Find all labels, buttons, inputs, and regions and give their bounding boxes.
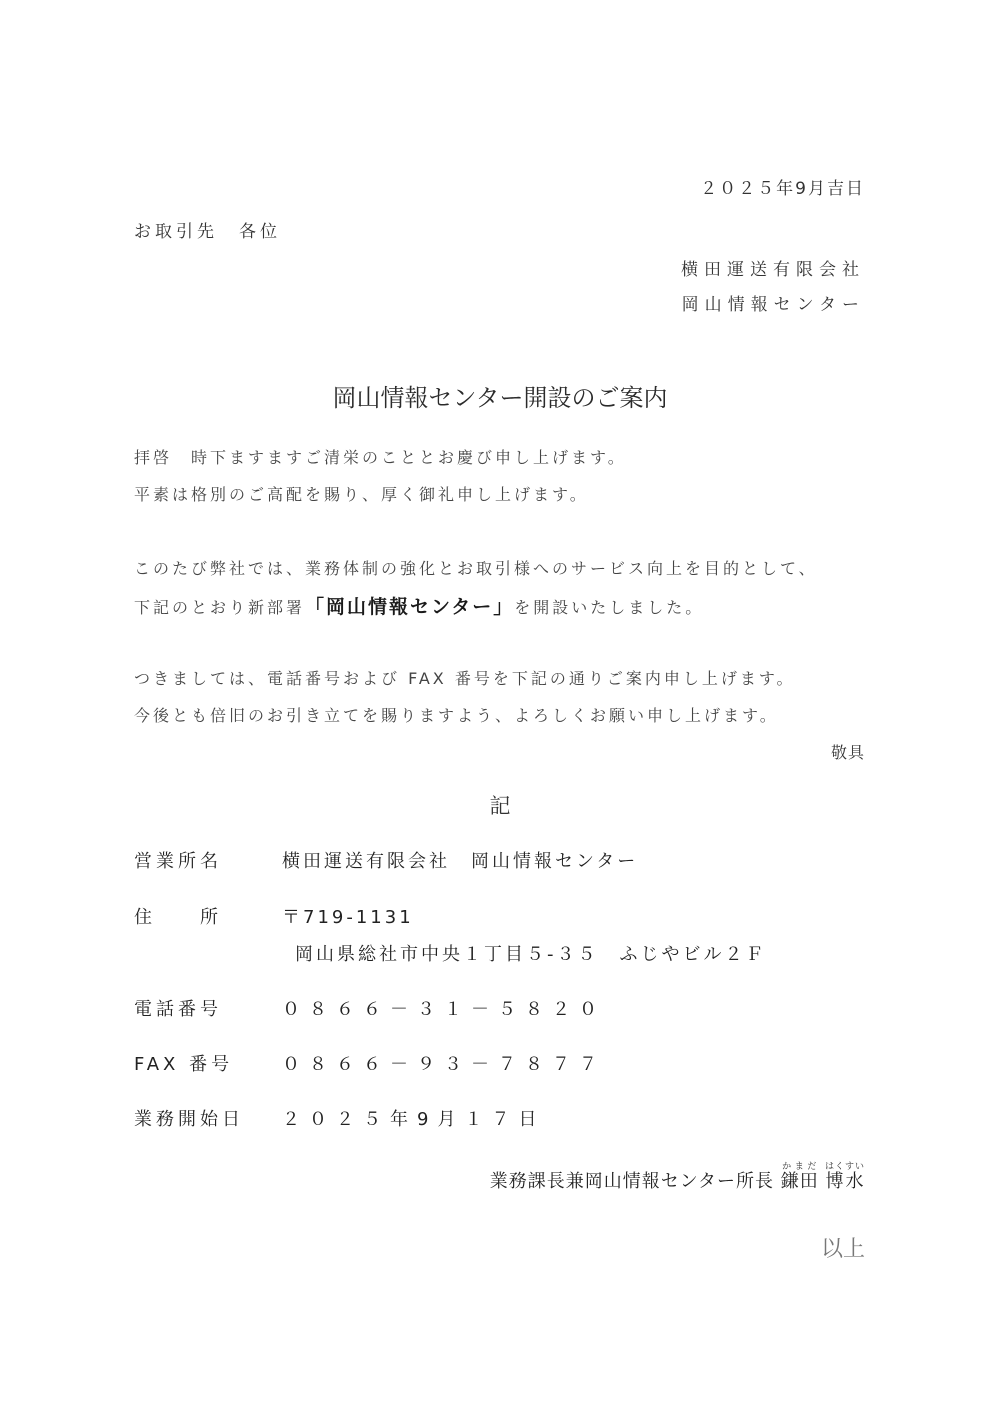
department-name: 「岡山情報センター」 bbox=[305, 596, 515, 618]
address-value: 岡山県総社市中央１丁目５-３５ ふじやビル２Ｆ bbox=[295, 944, 767, 965]
phone-value: ０８６６－３１－５８２０ bbox=[282, 999, 606, 1020]
surname-reading: かまだ bbox=[780, 1162, 819, 1172]
start-date-label: 業務開始日 bbox=[134, 1109, 244, 1130]
phone-label: 電話番号 bbox=[134, 999, 222, 1020]
sender-department: 岡山情報センター bbox=[681, 295, 865, 315]
fax-label: FAX 番号 bbox=[134, 1054, 234, 1075]
greeting-line: 拝啓 時下ますますご清栄のこととお慶び申し上げます。 bbox=[134, 448, 627, 467]
fax-value: ０８６６－９３－７８７７ bbox=[282, 1054, 606, 1075]
signature bbox=[490, 1162, 865, 1193]
office-name-label: 営業所名 bbox=[134, 851, 222, 872]
end-mark: 以上 bbox=[820, 1237, 865, 1262]
announcement-line bbox=[134, 592, 704, 619]
letter-date: ２０２５年9月吉日 bbox=[700, 179, 865, 199]
signer-given-name: 博水はくすい bbox=[824, 1162, 865, 1192]
signer-title: 業務課長兼岡山情報センター所長 bbox=[489, 1171, 775, 1192]
contact-notice-line: つきましては、電話番号および FAX 番号を下記の通りご案内申し上げます。 bbox=[134, 669, 796, 688]
courtesy-line: 平素は格別のご高配を賜り、厚く御礼申し上げます。 bbox=[134, 485, 589, 504]
closing-word: 敬具 bbox=[830, 743, 865, 762]
addressee: お取引先 各位 bbox=[134, 222, 281, 242]
request-line: 今後とも倍旧のお引き立てを賜りますよう、よろしくお願い申し上げます。 bbox=[134, 706, 779, 725]
address-label: 住 所 bbox=[134, 907, 222, 928]
given-name-reading: はくすい bbox=[824, 1162, 865, 1172]
office-name-value: 横田運送有限会社 岡山情報センター bbox=[282, 851, 639, 872]
announcement-suffix: を開設いたしました。 bbox=[514, 598, 705, 617]
sender-company: 横田運送有限会社 bbox=[681, 260, 865, 280]
start-date-value: ２０２５年9月１７日 bbox=[282, 1109, 546, 1130]
postal-code: 〒719-1131 bbox=[282, 907, 414, 928]
announcement-prefix: 下記のとおり新部署 bbox=[134, 598, 306, 617]
document-title: 岡山情報センター開設のご案内 bbox=[332, 384, 668, 412]
signer-surname: 鎌田かまだ bbox=[780, 1162, 819, 1192]
purpose-line: このたび弊社では、業務体制の強化とお取引様へのサービス向上を目的として、 bbox=[134, 559, 818, 578]
ki-heading: 記 bbox=[489, 794, 511, 818]
